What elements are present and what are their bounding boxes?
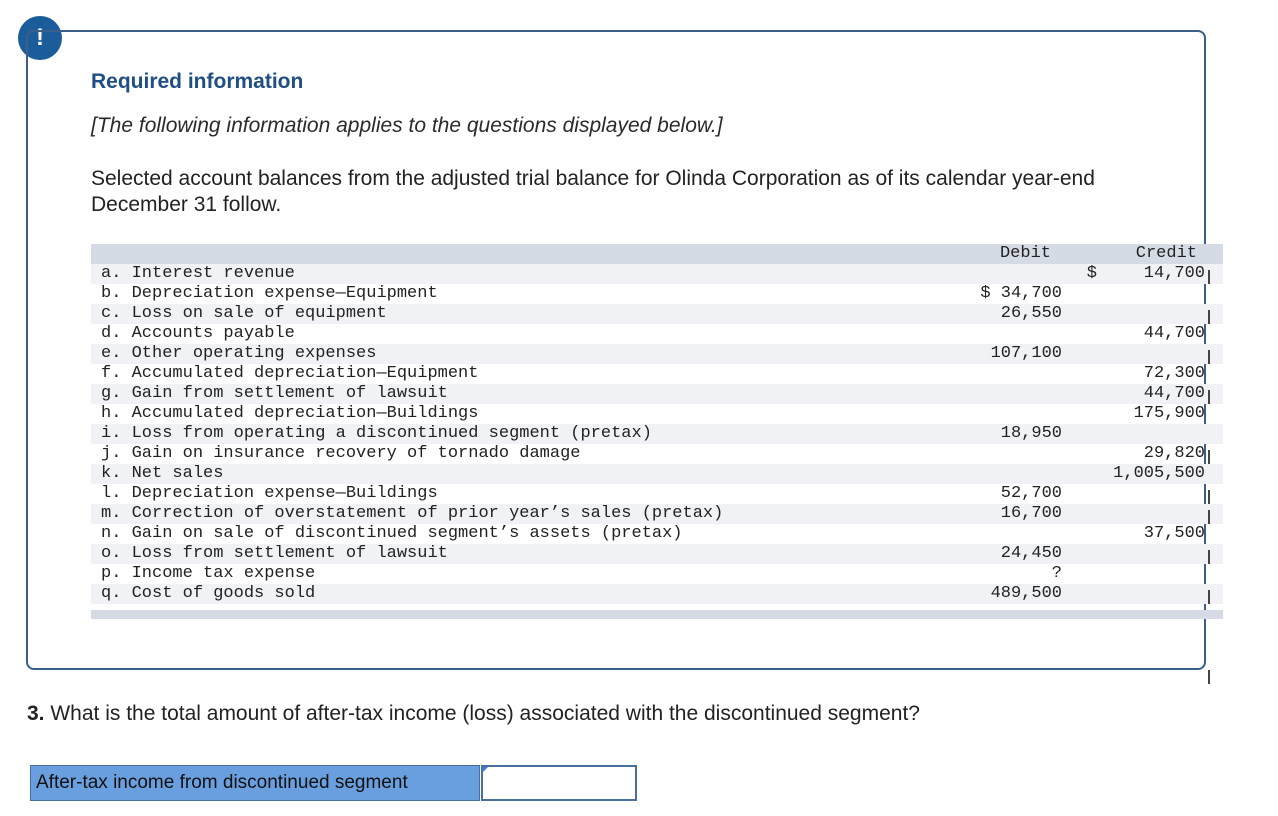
- panel-title: Required information: [91, 70, 304, 93]
- table-row: [91, 264, 1223, 284]
- after-tax-income-input[interactable]: [481, 765, 637, 801]
- account-label: d. Accounts payable: [101, 324, 295, 343]
- question-text: [27, 702, 920, 726]
- table-row: [91, 544, 1223, 564]
- credit-value: 14,700: [1143, 264, 1205, 283]
- account-label: h. Accumulated depreciation—Buildings: [101, 404, 479, 423]
- alert-icon: !: [18, 16, 62, 60]
- answer-label: After-tax income from discontinued segment: [30, 765, 480, 801]
- account-label: p. Income tax expense: [101, 564, 316, 583]
- table-row: [91, 464, 1223, 484]
- credit-column-marker: [1208, 490, 1210, 504]
- table-row: [91, 564, 1223, 584]
- table-row: [91, 524, 1223, 544]
- debit-value: $ 34,700: [980, 284, 1062, 303]
- table-row: [91, 444, 1223, 464]
- account-label: a. Interest revenue: [101, 264, 295, 283]
- credit-value: 44,700: [1143, 324, 1205, 343]
- debit-value: ?: [1051, 564, 1062, 583]
- account-label: k. Net sales: [101, 464, 224, 483]
- credit-value: 175,900: [1133, 404, 1205, 423]
- account-label: e. Other operating expenses: [101, 344, 377, 363]
- account-label: c. Loss on sale of equipment: [101, 304, 387, 323]
- debit-value: 16,700: [1000, 504, 1062, 523]
- account-label: j. Gain on insurance recovery of tornado damage: [101, 444, 581, 463]
- trial-balance-table: [91, 244, 1223, 619]
- credit-column-marker: [1208, 390, 1210, 404]
- question-number: 3.: [27, 702, 45, 725]
- credit-column-marker: [1208, 670, 1210, 684]
- account-label: f. Accumulated depreciation—Equipment: [101, 364, 479, 383]
- credit-column-marker: [1208, 270, 1210, 284]
- table-row: [91, 584, 1223, 604]
- table-footer-bar: [91, 610, 1223, 619]
- table-row: [91, 344, 1223, 364]
- input-flag-icon: [482, 767, 488, 773]
- question-body: What is the total amount of after-tax income (loss) associated with the discontinued segment?: [50, 702, 920, 725]
- table-row: [91, 284, 1223, 304]
- account-label: o. Loss from settlement of lawsuit: [101, 544, 448, 563]
- account-label: b. Depreciation expense—Equipment: [101, 284, 438, 303]
- account-label: l. Depreciation expense—Buildings: [101, 484, 438, 503]
- debit-value: 18,950: [1000, 424, 1062, 443]
- account-label: q. Cost of goods sold: [101, 584, 316, 603]
- credit-column-marker: [1208, 550, 1210, 564]
- debit-value: 26,550: [1000, 304, 1062, 323]
- account-label: g. Gain from settlement of lawsuit: [101, 384, 448, 403]
- credit-column-marker: [1208, 310, 1210, 324]
- credit-value: 29,820: [1143, 444, 1205, 463]
- table-row: [91, 504, 1223, 524]
- table-row: [91, 404, 1223, 424]
- account-label: n. Gain on sale of discontinued segment’s assets (pretax): [101, 524, 683, 543]
- debit-column-header: Debit: [999, 244, 1051, 263]
- debit-value: 52,700: [1000, 484, 1062, 503]
- account-label: m. Correction of overstatement of prior year’s sales (pretax): [101, 504, 724, 523]
- credit-value: 1,005,500: [1113, 464, 1205, 483]
- account-label: i. Loss from operating a discontinued segment (pretax): [101, 424, 652, 443]
- table-row: [91, 424, 1223, 444]
- table-row: [91, 384, 1223, 404]
- credit-column-marker: [1208, 590, 1210, 604]
- credit-value: 37,500: [1143, 524, 1205, 543]
- credit-column-marker: [1208, 450, 1210, 464]
- table-row: [91, 484, 1223, 504]
- debit-value: 107,100: [990, 344, 1062, 363]
- table-row: [91, 324, 1223, 344]
- credit-column-marker: [1208, 510, 1210, 524]
- debit-value: 24,450: [1000, 544, 1062, 563]
- credit-value: 44,700: [1143, 384, 1205, 403]
- credit-dollar-sign: $: [1086, 264, 1097, 283]
- table-header: [91, 244, 1223, 264]
- table-row: [91, 364, 1223, 384]
- credit-column-header: Credit: [1135, 244, 1197, 263]
- intro-paragraph: Selected account balances from the adjusted trial balance for Olinda Corporation as of its calendar year-end December 31 follow.: [91, 167, 1095, 216]
- debit-value: 489,500: [990, 584, 1062, 603]
- panel-note: [The following information applies to the questions displayed below.]: [91, 114, 723, 137]
- credit-column-marker: [1208, 350, 1210, 364]
- credit-value: 72,300: [1143, 364, 1205, 383]
- table-body: [91, 264, 1223, 604]
- table-row: [91, 304, 1223, 324]
